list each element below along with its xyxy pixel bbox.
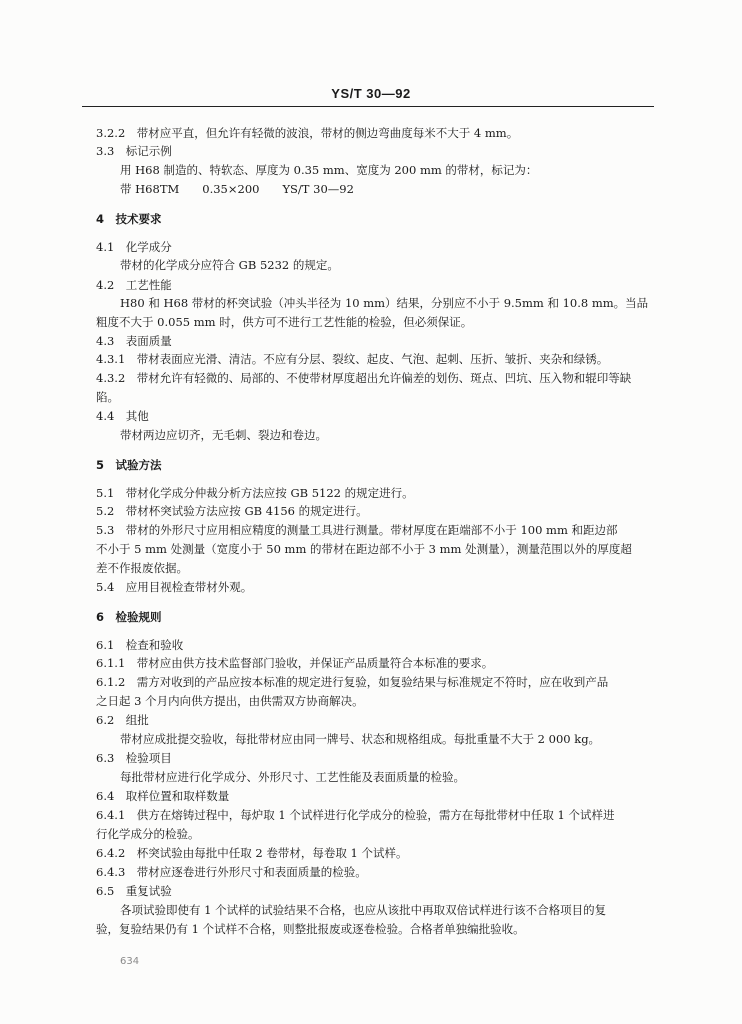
text-line: 4.3.2 带材允许有轻微的、局部的、不使带材厚度超出允许偏差的划伤、斑点、凹坑、压入物和辊印等缺: [96, 371, 632, 385]
text-line: 验，复验结果仍有 1 个试样不合格，则整批报废或逐卷检验。合格者单独编批验收。: [96, 922, 525, 936]
text-line: H80 和 H68 带材的杯突试验（冲头半径为 10 mm）结果，分别应不小于 9.5mm 和 10.8 mm。当品: [120, 296, 649, 310]
text-line: 3.3 标记示例: [96, 144, 172, 158]
text-line: 5.1 带材化学成分仲裁分析方法应按 GB 5122 的规定进行。: [96, 486, 414, 500]
section-heading: 4 技术要求: [96, 212, 162, 226]
text-line: 6.4.1 供方在熔铸过程中，每炉取 1 个试样进行化学成分的检验，需方在每批带材中任取 1 个试样进: [96, 808, 615, 822]
text-line: 6.4 取样位置和取样数量: [96, 789, 230, 803]
text-line: 6.4.2 杯突试验由每批中任取 2 卷带材，每卷取 1 个试样。: [96, 846, 408, 860]
page-number: 634: [120, 956, 140, 967]
text-line: 粗度不大于 0.055 mm 时，供方可不进行工艺性能的检验，但必须保证。: [96, 315, 473, 329]
text-line: 之日起 3 个月内向供方提出，由供需双方协商解决。: [96, 694, 364, 708]
text-line: 带材两边应切齐，无毛刺、裂边和卷边。: [120, 428, 327, 442]
text-line: 带 H68TM 0.35×200 YS/T 30—92: [120, 182, 354, 196]
text-line: 陷。: [96, 390, 119, 404]
text-line: 4.2 工艺性能: [96, 278, 172, 292]
text-line: 用 H68 制造的、特软态、厚度为 0.35 mm、宽度为 200 mm 的带材，标记为：: [120, 163, 538, 177]
text-line: 各项试验即使有 1 个试样的试验结果不合格，也应从该批中再取双倍试样进行该不合格项目的复: [120, 903, 607, 917]
text-line: 带材应成批提交验收，每批带材应由同一牌号、状态和规格组成。每批重量不大于 2 000 kg。: [120, 732, 601, 746]
text-line: 每批带材应进行化学成分、外形尺寸、工艺性能及表面质量的检验。: [120, 770, 465, 784]
text-line: 3.2.2 带材应平直，但允许有轻微的波浪，带材的侧边弯曲度每米不大于 4 mm。: [96, 126, 519, 140]
text-line: 5.2 带材杯突试验方法应按 GB 4156 的规定进行。: [96, 504, 368, 518]
text-line: 6.5 重复试验: [96, 884, 172, 898]
text-line: 6.1.2 需方对收到的产品应按本标准的规定进行复验，如复验结果与标准规定不符时，应在收到产品: [96, 675, 609, 689]
text-line: 4.4 其他: [96, 409, 149, 423]
text-line: 6.4.3 带材应逐卷进行外形尺寸和表面质量的检验。: [96, 865, 367, 879]
text-line: 4.3 表面质量: [96, 334, 172, 348]
text-line: 5.3 带材的外形尺寸应用相应精度的测量工具进行测量。带材厚度在距端部不小于 100 mm 和距边部: [96, 523, 618, 537]
text-line: 5.4 应用目视检查带材外观。: [96, 580, 253, 594]
text-line: 6.1 检查和验收: [96, 638, 184, 652]
text-line: 差不作报废依据。: [96, 561, 188, 575]
text-line: 行化学成分的检验。: [96, 827, 200, 841]
text-line: 6.2 组批: [96, 713, 149, 727]
text-line: 6.1.1 带材应由供方技术监督部门验收，并保证产品质量符合本标准的要求。: [96, 656, 494, 670]
section-heading: 5 试验方法: [96, 458, 162, 472]
text-line: 6.3 检验项目: [96, 751, 172, 765]
text-line: 4.3.1 带材表面应光滑、清洁。不应有分层、裂纹、起皮、气泡、起刺、压折、皱折、夹杂和绿锈。: [96, 352, 609, 366]
running-header: YS/T 30—92: [331, 86, 411, 101]
section-heading: 6 检验规则: [96, 610, 162, 624]
header-rule: [82, 106, 654, 107]
text-line: 带材的化学成分应符合 GB 5232 的规定。: [120, 258, 339, 272]
text-line: 4.1 化学成分: [96, 240, 172, 254]
text-line: 不小于 5 mm 处测量（宽度小于 50 mm 的带材在距边部不小于 3 mm 处测量），测量范围以外的厚度超: [96, 542, 632, 556]
